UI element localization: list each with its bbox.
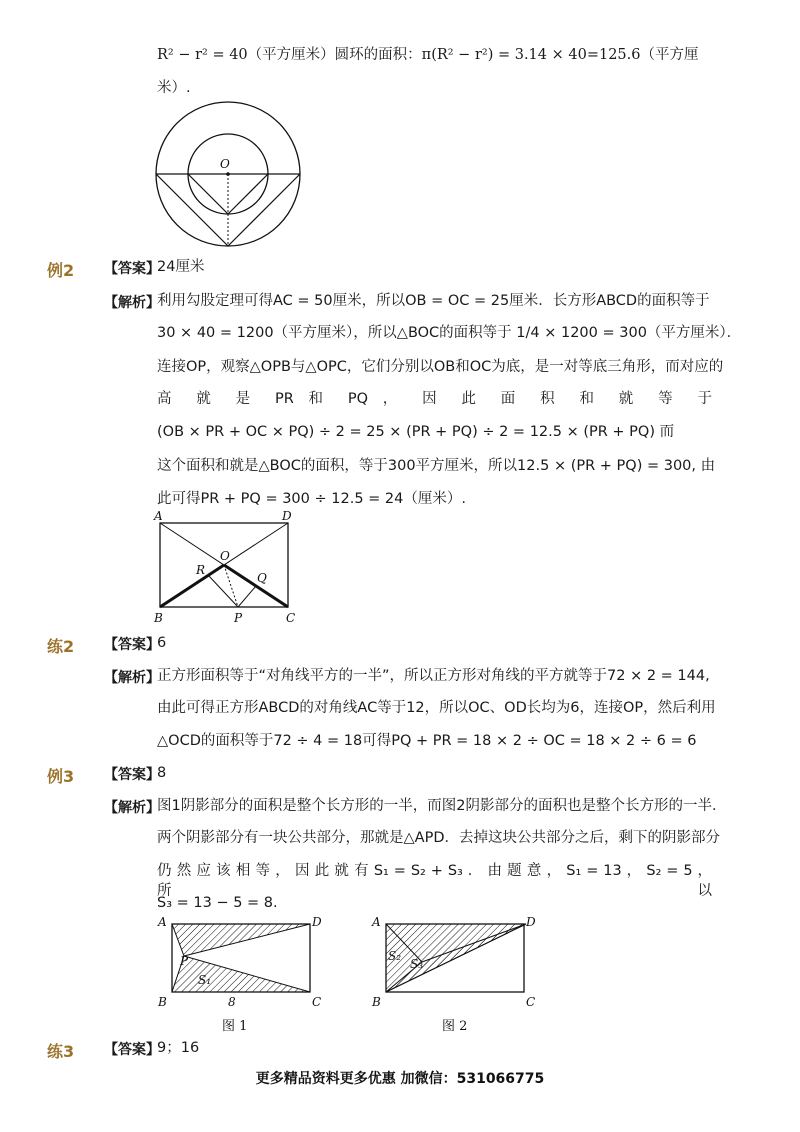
seg-pr xyxy=(208,575,238,607)
fig2-label-c: C xyxy=(526,995,536,1009)
label-q: Q xyxy=(257,571,267,585)
fig1-label-p: P xyxy=(180,954,189,968)
label-p: P xyxy=(234,611,243,625)
fig1-caption: 图 1 xyxy=(222,1019,248,1034)
label-b: B xyxy=(154,611,163,625)
fig1-label-length: 8 xyxy=(228,995,236,1009)
pr3-answer-tag: 【答案】 xyxy=(104,1042,160,1058)
ex2-line-7: 此可得PR + PQ = 300 ÷ 12.5 = 24（厘米）. xyxy=(157,491,466,507)
fig2-label-s2: S₂ xyxy=(388,949,402,963)
fig1-label-s1: S₁ xyxy=(198,973,212,987)
fig2-label-d: D xyxy=(526,915,536,929)
ex3-answer: 8 xyxy=(157,765,167,781)
ex2-answer: 24厘米 xyxy=(157,259,205,275)
fig1-label-b: B xyxy=(158,995,167,1009)
pr2-label: 练2 xyxy=(47,637,75,656)
ex2-line-6: 这个面积和就是△BOC的面积，等于300平方厘米，所以12.5 × (PR + PQ) = 300, 由 xyxy=(157,458,716,474)
ex3-answer-tag: 【答案】 xyxy=(104,767,160,783)
pr2-answer: 6 xyxy=(157,635,167,651)
fig2-caption: 图 2 xyxy=(442,1019,468,1034)
seg-pq xyxy=(238,586,256,607)
ex2-line-4: 高 就 是 PR 和 PQ ， 因 此 面 积 和 就 等 于 xyxy=(157,391,712,407)
center-label-o: O xyxy=(220,157,230,171)
pr2-line-1: 正方形面积等于“对角线平方的一半”，所以正方形对角线的平方就等于72 × 2 = 144, xyxy=(157,668,710,684)
seg-right-outer xyxy=(228,174,300,246)
fig1-shade-top xyxy=(172,924,310,956)
ex2-line-1: 利用勾股定理可得AC = 50厘米，所以OB = OC = 25厘米．长方形ABCD的面积等于 xyxy=(157,293,710,309)
label-a: A xyxy=(154,509,163,523)
fig1-label-a: A xyxy=(158,915,167,929)
thick-ob xyxy=(160,565,224,607)
ex3-analysis-tag: 【解析】 xyxy=(104,800,160,816)
fig2-label-b: B xyxy=(372,995,381,1009)
fig2-label-a: A xyxy=(372,915,381,929)
ex3-line-2: 两个阴影部分有一块公共部分，那就是△APD．去掉这块公共部分之后，剩下的阴影部分 xyxy=(157,830,720,846)
ex2-line-2: 30 × 40 = 1200（平方厘米），所以△BOC的面积等于 1/4 × 1200 = 300（平方厘米）． xyxy=(157,325,742,341)
pr2-answer-tag: 【答案】 xyxy=(104,637,160,653)
figure-1 xyxy=(150,910,340,1035)
ex3-line-3: 仍 然 应 该 相 等 ， 因 此 就 有 S₁ = S₂ + S₃ ． 由 题 意 ， S₁ = 13 ， S₂ = 5 ， 所 以 xyxy=(157,863,712,899)
fig1-label-c: C xyxy=(312,995,322,1009)
footer-promo: 更多精品资料更多优惠 加微信：531066775 xyxy=(255,1071,545,1087)
ex2-analysis-tag: 【解析】 xyxy=(104,295,160,311)
pr2-line-3: △OCD的面积等于72 ÷ 4 = 18可得PQ + PR = 18 × 2 ÷ OC = 18 × 2 ÷ 6 = 6 xyxy=(157,733,697,749)
pr3-label: 练3 xyxy=(47,1042,75,1061)
figure-2 xyxy=(366,910,546,1035)
ex2-line-3: 连接OP，观察△OPB与△OPC，它们分别以OB和OC为底，是一对等底三角形，而对应的 xyxy=(157,359,724,375)
label-d: D xyxy=(282,509,292,523)
rectangle-figure xyxy=(150,508,310,628)
pr3-answer: 9；16 xyxy=(157,1040,200,1056)
annulus-figure xyxy=(150,104,310,254)
seg-left-outer xyxy=(156,174,228,246)
ex2-answer-tag: 【答案】 xyxy=(104,261,160,277)
prev-line-1: R² − r² = 40（平方厘米）圆环的面积：π(R² − r²) = 3.14 × 40=125.6（平方厘 xyxy=(157,47,699,63)
label-r: R xyxy=(196,563,206,577)
ex3-line-4: S₃ = 13 − 5 = 8. xyxy=(157,895,278,911)
label-c: C xyxy=(286,611,296,625)
prev-line-2: 米）. xyxy=(157,80,191,96)
ex2-line-5: (OB × PR + OC × PQ) ÷ 2 = 25 × (PR + PQ) ÷ 2 = 12.5 × (PR + PQ) 而 xyxy=(157,424,675,440)
fig2-label-s3: S₃ xyxy=(410,957,424,971)
ex3-label: 例3 xyxy=(47,767,75,786)
ex2-label: 例2 xyxy=(47,261,75,280)
label-o: O xyxy=(220,549,230,563)
fig1-shade-bottom xyxy=(172,956,310,992)
pr2-analysis-tag: 【解析】 xyxy=(104,670,160,686)
ex3-line-1: 图1阴影部分的面积是整个长方形的一半，而图2阴影部分的面积也是整个长方形的一半． xyxy=(157,798,727,814)
center-dot xyxy=(226,172,230,176)
pr2-line-2: 由此可得正方形ABCD的对角线AC等于12，所以OC、OD长均为6，连接OP，然后利用 xyxy=(157,700,716,716)
fig1-label-d: D xyxy=(312,915,322,929)
